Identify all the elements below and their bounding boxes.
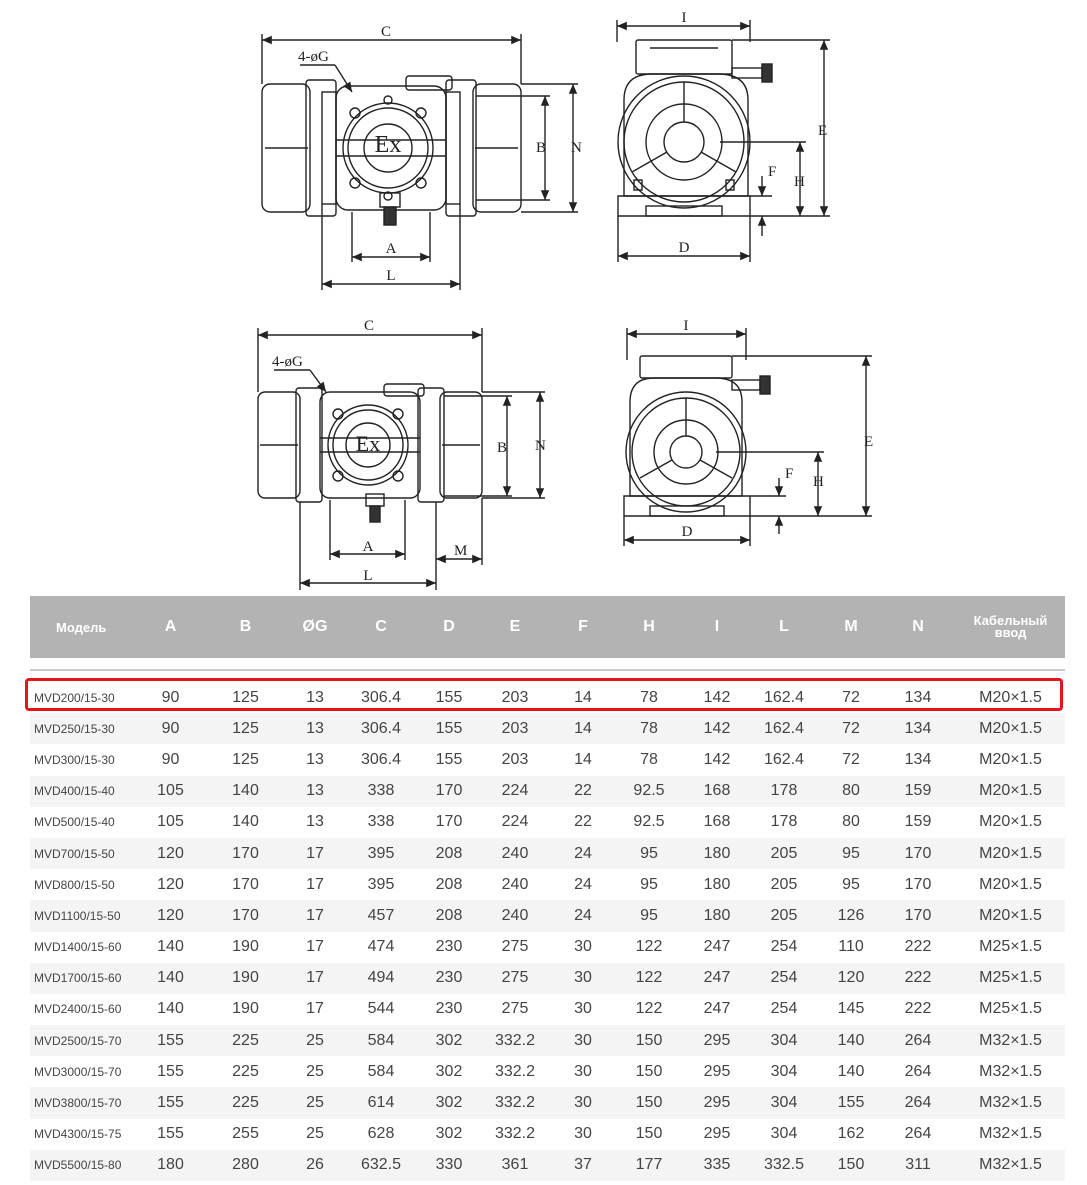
value-cell: 457 <box>367 906 395 924</box>
value-cell: 30 <box>574 1125 592 1143</box>
table-row <box>30 900 1065 931</box>
value-cell: 140 <box>157 1000 184 1018</box>
value-cell: 170 <box>904 875 932 893</box>
value-cell: 203 <box>501 688 529 706</box>
column-header-1: A <box>164 618 177 635</box>
value-cell: 295 <box>703 1125 731 1143</box>
value-cell: 30 <box>574 1062 592 1080</box>
value-cell: 240 <box>501 844 529 862</box>
value-cell: 190 <box>232 938 259 956</box>
value-cell: 302 <box>435 1125 463 1143</box>
value-cell: 80 <box>842 782 860 800</box>
value-cell: 30 <box>574 1031 592 1049</box>
value-cell: 125 <box>232 750 259 768</box>
dim-n-top: N <box>571 140 582 156</box>
value-cell: 311 <box>905 1156 931 1174</box>
table-row <box>30 713 1065 744</box>
value-cell: M25×1.5 <box>979 1000 1042 1018</box>
value-cell: M25×1.5 <box>979 969 1042 987</box>
value-cell: 105 <box>157 813 184 831</box>
value-cell: 224 <box>501 782 529 800</box>
value-cell: 80 <box>842 813 860 831</box>
dim-g-top: 4-øG <box>298 49 329 65</box>
value-cell: M25×1.5 <box>979 938 1042 956</box>
value-cell: M32×1.5 <box>979 1125 1042 1143</box>
value-cell: 92.5 <box>633 782 665 800</box>
dim-b-top: B <box>535 140 547 156</box>
value-cell: 275 <box>501 938 529 956</box>
value-cell: 37 <box>574 1156 592 1174</box>
value-cell: M20×1.5 <box>979 782 1042 800</box>
value-cell: 13 <box>306 688 324 706</box>
value-cell: 306.4 <box>360 719 402 737</box>
value-cell: 95 <box>640 844 658 862</box>
dim-b-bottom: B <box>496 440 508 456</box>
dim-i-top: I <box>681 10 687 26</box>
value-cell: M20×1.5 <box>979 875 1042 893</box>
value-cell: 122 <box>635 1000 663 1018</box>
value-cell: 225 <box>232 1031 259 1049</box>
value-cell: 110 <box>838 938 864 956</box>
value-cell: 14 <box>574 719 592 737</box>
value-cell: 225 <box>232 1062 259 1080</box>
value-cell: 90 <box>161 750 180 768</box>
value-cell: 224 <box>501 813 529 831</box>
value-cell: 170 <box>904 906 932 924</box>
value-cell: 304 <box>770 1125 798 1143</box>
value-cell: 22 <box>574 813 592 831</box>
value-cell: 150 <box>635 1062 663 1080</box>
value-cell: 395 <box>367 844 395 862</box>
value-cell: 275 <box>501 1000 529 1018</box>
value-cell: 17 <box>306 906 324 924</box>
value-cell: 13 <box>306 719 324 737</box>
value-cell: 72 <box>842 750 860 768</box>
value-cell: 17 <box>306 1000 324 1018</box>
value-cell: 170 <box>435 782 463 800</box>
table-row <box>30 1056 1065 1087</box>
value-cell: 247 <box>703 938 731 956</box>
column-header-0: Модель <box>56 619 107 635</box>
dim-l-bottom: L <box>363 568 373 584</box>
value-cell: 134 <box>904 688 932 706</box>
value-cell: 17 <box>306 844 324 862</box>
dimensions-table <box>30 596 1065 1181</box>
column-header-3: ØG <box>302 618 328 635</box>
table-row <box>30 994 1065 1025</box>
value-cell: 338 <box>367 813 395 831</box>
value-cell: 208 <box>435 875 463 893</box>
model-cell: MVD1400/15-60 <box>34 940 122 955</box>
column-header-9: I <box>714 618 720 635</box>
value-cell: 13 <box>306 813 324 831</box>
value-cell: 90 <box>161 688 180 706</box>
value-cell: 162 <box>837 1125 865 1143</box>
column-header-13: Кабельный ввод <box>973 613 1048 640</box>
value-cell: 304 <box>770 1031 798 1049</box>
value-cell: 125 <box>232 688 259 706</box>
value-cell: 140 <box>837 1031 865 1049</box>
model-cell: MVD2400/15-60 <box>34 1002 122 1017</box>
value-cell: 222 <box>904 1000 932 1018</box>
value-cell: 24 <box>574 906 592 924</box>
dim-h-bottom: H <box>813 474 824 490</box>
value-cell: 155 <box>837 1094 865 1112</box>
table-row <box>30 869 1065 900</box>
column-header-5: D <box>443 618 455 635</box>
table-row <box>30 932 1065 963</box>
value-cell: 150 <box>635 1125 663 1143</box>
value-cell: 24 <box>574 875 592 893</box>
value-cell: 159 <box>904 782 932 800</box>
value-cell: 134 <box>904 750 932 768</box>
value-cell: 338 <box>367 782 395 800</box>
value-cell: 544 <box>367 1000 395 1018</box>
value-cell: 190 <box>232 1000 259 1018</box>
model-cell: MVD5500/15-80 <box>34 1158 122 1173</box>
value-cell: 25 <box>306 1094 324 1112</box>
dim-a-bottom: A <box>362 539 374 555</box>
value-cell: 14 <box>574 688 592 706</box>
value-cell: 14 <box>574 750 592 768</box>
value-cell: 180 <box>157 1156 184 1174</box>
table-row <box>30 682 1065 713</box>
value-cell: 13 <box>306 750 324 768</box>
value-cell: 332.2 <box>494 1031 536 1049</box>
value-cell: 140 <box>232 813 259 831</box>
value-cell: 205 <box>770 844 798 862</box>
value-cell: 90 <box>161 719 180 737</box>
value-cell: 168 <box>703 782 731 800</box>
value-cell: 306.4 <box>360 688 402 706</box>
table-row <box>30 807 1065 838</box>
model-cell: MVD3000/15-70 <box>34 1064 122 1079</box>
value-cell: 150 <box>635 1031 663 1049</box>
value-cell: 150 <box>635 1094 663 1112</box>
value-cell: 178 <box>770 813 798 831</box>
value-cell: 584 <box>367 1031 395 1049</box>
value-cell: 474 <box>367 938 395 956</box>
top-side-view <box>617 20 830 262</box>
value-cell: 155 <box>157 1062 184 1080</box>
value-cell: 120 <box>157 844 184 862</box>
value-cell: 614 <box>367 1094 395 1112</box>
table-row <box>30 1025 1065 1056</box>
value-cell: 145 <box>837 1000 865 1018</box>
table-row <box>30 1087 1065 1118</box>
value-cell: 150 <box>837 1156 865 1174</box>
value-cell: 240 <box>501 906 529 924</box>
value-cell: 222 <box>904 969 932 987</box>
column-header-6: E <box>509 618 521 635</box>
dim-i-bottom: I <box>683 318 689 334</box>
table-row <box>30 838 1065 869</box>
value-cell: 24 <box>574 844 592 862</box>
value-cell: 255 <box>232 1125 259 1143</box>
table-row <box>30 744 1065 775</box>
value-cell: 225 <box>232 1094 259 1112</box>
value-cell: 628 <box>367 1125 395 1143</box>
value-cell: 95 <box>640 906 658 924</box>
value-cell: 264 <box>904 1062 932 1080</box>
value-cell: 155 <box>435 688 463 706</box>
value-cell: M20×1.5 <box>979 906 1042 924</box>
column-header-2: B <box>239 618 252 635</box>
value-cell: M32×1.5 <box>979 1062 1042 1080</box>
value-cell: 295 <box>703 1031 731 1049</box>
column-header-11: M <box>844 618 858 635</box>
value-cell: 170 <box>232 844 259 862</box>
model-cell: MVD4300/15-75 <box>34 1127 122 1142</box>
column-header-10: L <box>779 618 789 635</box>
dim-n-bottom: N <box>535 438 546 454</box>
value-cell: 203 <box>501 750 529 768</box>
value-cell: 205 <box>770 906 798 924</box>
value-cell: 264 <box>904 1031 932 1049</box>
model-cell: MVD2500/15-70 <box>34 1033 122 1048</box>
value-cell: 95 <box>842 844 860 862</box>
value-cell: 230 <box>435 938 463 956</box>
value-cell: 120 <box>157 906 184 924</box>
model-cell: MVD200/15-30 <box>34 690 115 705</box>
model-cell: MVD1700/15-60 <box>34 971 122 986</box>
value-cell: 125 <box>232 719 259 737</box>
value-cell: 203 <box>501 719 529 737</box>
table-row <box>30 776 1065 807</box>
column-header-7: F <box>578 618 588 635</box>
ex-mark-bottom: Ex <box>355 431 381 456</box>
value-cell: 494 <box>367 969 395 987</box>
value-cell: 155 <box>435 719 463 737</box>
value-cell: 134 <box>904 719 932 737</box>
value-cell: 208 <box>435 906 463 924</box>
dim-f-bottom: F <box>785 466 794 482</box>
value-cell: 25 <box>306 1031 324 1049</box>
value-cell: M20×1.5 <box>979 813 1042 831</box>
dim-d-bottom: D <box>681 524 693 540</box>
value-cell: 30 <box>574 969 592 987</box>
value-cell: 162.4 <box>763 750 805 768</box>
value-cell: 105 <box>157 782 184 800</box>
header-divider <box>30 669 1065 671</box>
value-cell: 632.5 <box>360 1156 402 1174</box>
table-row <box>30 963 1065 994</box>
value-cell: 205 <box>770 875 798 893</box>
value-cell: 295 <box>703 1094 731 1112</box>
value-cell: 280 <box>232 1156 259 1174</box>
value-cell: 335 <box>703 1156 731 1174</box>
top-front-view <box>262 34 578 290</box>
column-header-4: C <box>375 618 387 635</box>
value-cell: 25 <box>306 1125 324 1143</box>
column-header-12: N <box>912 618 924 635</box>
value-cell: 180 <box>703 875 731 893</box>
dim-l-top: L <box>386 268 396 284</box>
value-cell: M32×1.5 <box>979 1156 1042 1174</box>
table-row <box>30 1119 1065 1150</box>
value-cell: 361 <box>501 1156 529 1174</box>
value-cell: 254 <box>770 938 798 956</box>
dim-c-top: C <box>380 24 392 40</box>
value-cell: 95 <box>842 875 860 893</box>
value-cell: 95 <box>640 875 658 893</box>
dim-g-bottom: 4-øG <box>272 354 303 370</box>
value-cell: 208 <box>435 844 463 862</box>
value-cell: 22 <box>574 782 592 800</box>
value-cell: 240 <box>501 875 529 893</box>
value-cell: 264 <box>904 1094 932 1112</box>
dim-d-top: D <box>678 240 690 256</box>
value-cell: 302 <box>435 1031 463 1049</box>
value-cell: 13 <box>306 782 324 800</box>
dim-c-bottom: C <box>363 318 375 334</box>
value-cell: 247 <box>703 969 731 987</box>
value-cell: 332.2 <box>494 1094 536 1112</box>
model-cell: MVD700/15-50 <box>34 846 115 861</box>
value-cell: 584 <box>367 1062 395 1080</box>
value-cell: 190 <box>232 969 259 987</box>
dim-e-bottom: E <box>864 434 874 450</box>
value-cell: 142 <box>703 688 731 706</box>
value-cell: M20×1.5 <box>979 844 1042 862</box>
value-cell: 30 <box>574 1094 592 1112</box>
model-cell: MVD1100/15-50 <box>34 908 121 923</box>
dim-m-bottom: M <box>454 543 468 559</box>
value-cell: 304 <box>770 1094 798 1112</box>
value-cell: 168 <box>703 813 731 831</box>
value-cell: 78 <box>640 719 658 737</box>
value-cell: 304 <box>770 1062 798 1080</box>
dim-a-top: A <box>385 241 397 257</box>
value-cell: 17 <box>306 938 324 956</box>
dim-f-top: F <box>768 164 777 180</box>
value-cell: 306.4 <box>360 750 402 768</box>
value-cell: 155 <box>435 750 463 768</box>
value-cell: 122 <box>635 969 663 987</box>
value-cell: 120 <box>837 969 865 987</box>
value-cell: 17 <box>306 875 324 893</box>
model-cell: MVD300/15-30 <box>34 752 115 767</box>
model-cell: MVD800/15-50 <box>34 877 115 892</box>
dim-h-top: H <box>794 174 805 190</box>
value-cell: 170 <box>904 844 932 862</box>
value-cell: 142 <box>703 750 731 768</box>
value-cell: 122 <box>635 938 663 956</box>
value-cell: 26 <box>306 1156 324 1174</box>
value-cell: 72 <box>842 688 860 706</box>
value-cell: 254 <box>770 969 798 987</box>
value-cell: 155 <box>157 1031 184 1049</box>
bottom-side-view <box>624 328 872 546</box>
value-cell: 247 <box>703 1000 731 1018</box>
value-cell: 72 <box>842 719 860 737</box>
value-cell: 170 <box>232 906 259 924</box>
value-cell: 275 <box>501 969 529 987</box>
column-header-8: H <box>643 618 655 635</box>
value-cell: 180 <box>703 844 731 862</box>
value-cell: 302 <box>435 1062 463 1080</box>
value-cell: M20×1.5 <box>979 719 1042 737</box>
table-header <box>30 596 1065 658</box>
value-cell: 170 <box>232 875 259 893</box>
value-cell: M32×1.5 <box>979 1094 1042 1112</box>
table-body <box>30 682 1065 1181</box>
model-cell: MVD400/15-40 <box>34 784 115 799</box>
value-cell: 140 <box>837 1062 865 1080</box>
value-cell: 230 <box>435 1000 463 1018</box>
value-cell: 30 <box>574 938 592 956</box>
value-cell: 230 <box>435 969 463 987</box>
value-cell: 17 <box>306 969 324 987</box>
value-cell: 332.2 <box>494 1125 536 1143</box>
value-cell: 302 <box>435 1094 463 1112</box>
model-cell: MVD500/15-40 <box>34 815 115 830</box>
value-cell: 126 <box>837 906 865 924</box>
value-cell: 330 <box>435 1156 463 1174</box>
value-cell: 332.5 <box>763 1156 805 1174</box>
value-cell: 180 <box>703 906 731 924</box>
value-cell: 264 <box>904 1125 932 1143</box>
value-cell: 78 <box>640 750 658 768</box>
value-cell: 92.5 <box>633 813 665 831</box>
value-cell: 162.4 <box>763 688 805 706</box>
value-cell: 140 <box>232 782 259 800</box>
value-cell: 159 <box>904 813 932 831</box>
value-cell: 155 <box>157 1094 184 1112</box>
value-cell: 332.2 <box>494 1062 536 1080</box>
value-cell: 25 <box>306 1062 324 1080</box>
ex-mark-top: Ex <box>374 132 402 158</box>
value-cell: 222 <box>904 938 932 956</box>
value-cell: M32×1.5 <box>979 1031 1042 1049</box>
value-cell: M20×1.5 <box>979 688 1042 706</box>
value-cell: 140 <box>157 938 184 956</box>
value-cell: 120 <box>157 875 184 893</box>
value-cell: 170 <box>435 813 463 831</box>
value-cell: 30 <box>574 1000 592 1018</box>
value-cell: 295 <box>703 1062 731 1080</box>
value-cell: M20×1.5 <box>979 750 1042 768</box>
value-cell: 395 <box>367 875 395 893</box>
model-cell: MVD3800/15-70 <box>34 1096 122 1111</box>
value-cell: 155 <box>157 1125 184 1143</box>
value-cell: 140 <box>157 969 184 987</box>
value-cell: 78 <box>640 688 658 706</box>
value-cell: 142 <box>703 719 731 737</box>
value-cell: 162.4 <box>763 719 805 737</box>
value-cell: 177 <box>635 1156 663 1174</box>
model-cell: MVD250/15-30 <box>34 721 115 736</box>
value-cell: 178 <box>770 782 798 800</box>
dim-e-top: E <box>818 123 828 139</box>
value-cell: 254 <box>770 1000 798 1018</box>
table-row <box>30 1150 1065 1181</box>
